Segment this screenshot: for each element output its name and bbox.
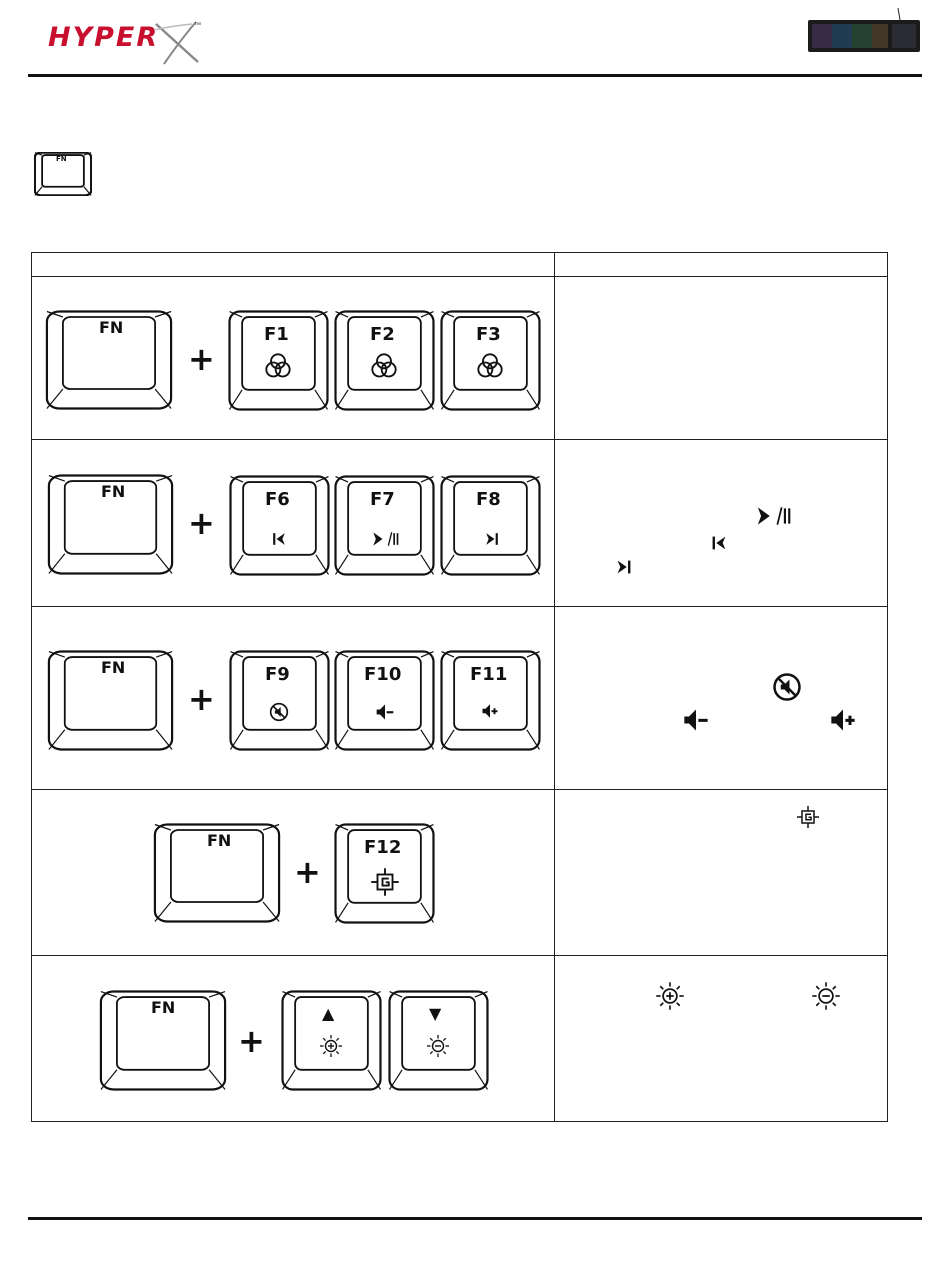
previous-track-icon bbox=[708, 531, 730, 555]
volume-down-icon bbox=[374, 702, 396, 722]
hyperx-logo bbox=[48, 18, 208, 68]
plus-sign: + bbox=[238, 1022, 265, 1060]
keyboard-thumbnail-image bbox=[808, 8, 920, 54]
fn-key-label: FN bbox=[207, 831, 232, 850]
f11-key bbox=[440, 650, 541, 751]
plus-sign: + bbox=[188, 504, 215, 542]
trademark: ™ bbox=[194, 22, 201, 29]
key-label: F3 bbox=[476, 324, 501, 345]
row-divider bbox=[32, 955, 887, 956]
fn-key-label: FN bbox=[56, 155, 67, 163]
f9-key bbox=[229, 650, 330, 751]
plus-sign: + bbox=[188, 340, 215, 378]
key-label: F1 bbox=[264, 324, 289, 345]
fn-key bbox=[153, 823, 281, 923]
f2-key bbox=[334, 310, 435, 411]
mute-icon bbox=[772, 672, 802, 702]
fn-shortcut-table bbox=[31, 252, 888, 1122]
key-label: F6 bbox=[265, 489, 290, 510]
header-divider bbox=[28, 74, 922, 77]
fn-key bbox=[47, 650, 174, 751]
volume-down-icon bbox=[680, 706, 712, 734]
key-label: ▲ bbox=[322, 1004, 335, 1023]
key-label: F2 bbox=[370, 324, 395, 345]
volume-up-icon bbox=[480, 702, 500, 720]
play-pause-icon bbox=[370, 529, 400, 549]
key-label: F9 bbox=[265, 664, 290, 685]
brightness-up-key bbox=[281, 990, 382, 1091]
brightness-down-icon bbox=[811, 981, 841, 1011]
play-pause-icon bbox=[754, 503, 792, 529]
game-mode-icon bbox=[370, 867, 400, 897]
color-filter-icon bbox=[264, 352, 292, 380]
key-label: F12 bbox=[364, 837, 402, 858]
mute-icon bbox=[269, 702, 289, 722]
fn-key bbox=[45, 310, 173, 410]
f12-key bbox=[334, 823, 435, 924]
color-filter-icon bbox=[370, 352, 398, 380]
f8-key bbox=[440, 475, 541, 576]
plus-sign: + bbox=[188, 680, 215, 718]
row-divider bbox=[32, 439, 887, 440]
f7-key bbox=[334, 475, 435, 576]
key-label: F7 bbox=[370, 489, 395, 510]
fn-key bbox=[47, 474, 174, 575]
plus-sign: + bbox=[294, 853, 321, 891]
fn-key-label: FN bbox=[99, 318, 124, 337]
f10-key bbox=[334, 650, 435, 751]
key-label: F11 bbox=[470, 664, 508, 685]
volume-up-icon bbox=[828, 706, 858, 734]
previous-track-icon bbox=[269, 529, 289, 549]
next-track-icon bbox=[482, 529, 502, 549]
f6-key bbox=[229, 475, 330, 576]
next-track-icon bbox=[613, 555, 635, 579]
brightness-up-icon bbox=[319, 1034, 343, 1058]
brightness-down-key bbox=[388, 990, 489, 1091]
fn-key-label: FN bbox=[101, 482, 126, 501]
brightness-up-icon bbox=[655, 981, 685, 1011]
fn-key-label: FN bbox=[151, 998, 176, 1017]
f1-key bbox=[228, 310, 329, 411]
row-divider bbox=[32, 789, 887, 790]
row-divider bbox=[32, 606, 887, 607]
key-label: F8 bbox=[476, 489, 501, 510]
fn-key-small bbox=[34, 152, 92, 196]
key-label: F10 bbox=[364, 664, 402, 685]
key-label: ▼ bbox=[429, 1004, 442, 1023]
game-mode-icon bbox=[796, 805, 820, 829]
fn-key bbox=[99, 990, 227, 1091]
fn-key-label: FN bbox=[101, 658, 126, 677]
f3-key bbox=[440, 310, 541, 411]
footer-divider bbox=[28, 1217, 922, 1220]
color-filter-icon bbox=[476, 352, 504, 380]
brightness-down-icon bbox=[426, 1034, 450, 1058]
header-row-divider bbox=[32, 276, 887, 277]
brand-wordmark: HYPER bbox=[48, 22, 160, 53]
column-divider bbox=[554, 253, 555, 1121]
